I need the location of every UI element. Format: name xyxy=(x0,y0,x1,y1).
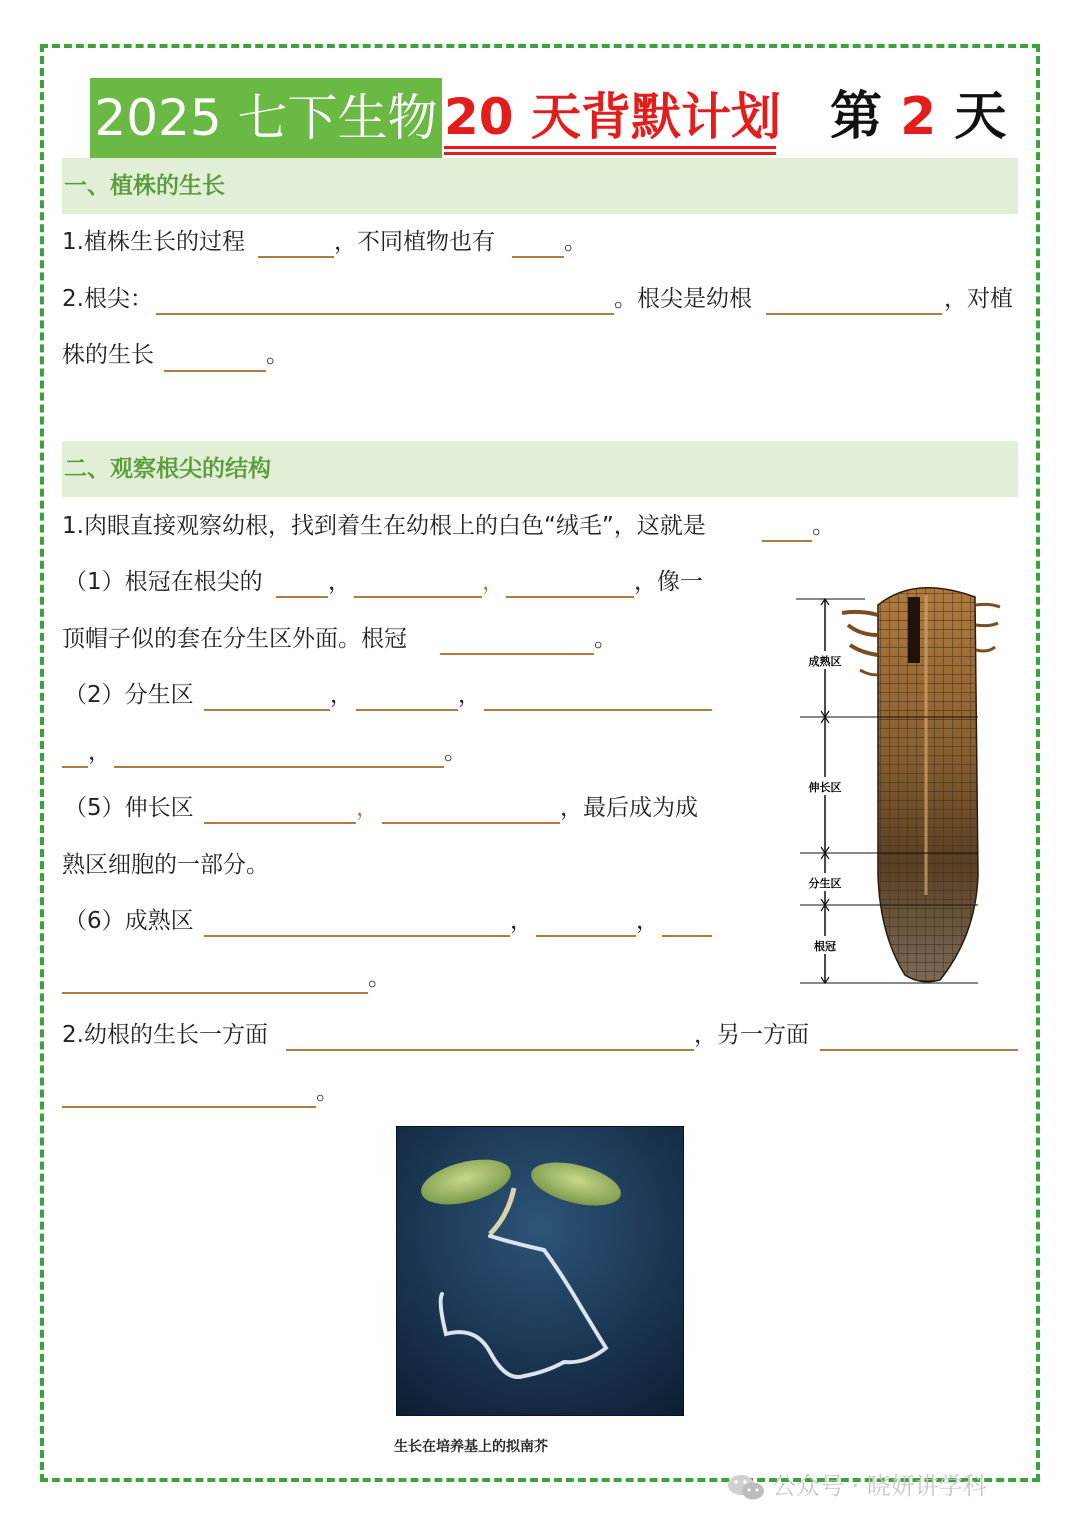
blank[interactable] xyxy=(820,1049,1018,1051)
day-number: 2 xyxy=(900,87,937,147)
blank[interactable] xyxy=(484,709,712,711)
s2-p2-text-d: ， xyxy=(88,739,111,765)
s1-q1-text-a: 1.植株生长的过程 xyxy=(62,229,245,255)
s2-p6-text-a: （6）成熟区 xyxy=(64,908,194,934)
s2-q1-end: 。 xyxy=(812,513,835,539)
title-day xyxy=(830,82,1006,152)
s2-p2-text-a: （2）分生区 xyxy=(64,682,194,708)
section-heading-1: 一、植株的生长 xyxy=(62,158,1018,214)
seedling-caption: 生长在培养基上的拟南芥 xyxy=(394,1439,548,1455)
blank[interactable] xyxy=(662,935,712,937)
s1-q2-text-e: 。 xyxy=(266,342,289,368)
blank[interactable] xyxy=(762,540,812,542)
s2-p2-text-e: 。 xyxy=(444,739,467,765)
s2-p1-text-b: ， xyxy=(328,569,351,595)
blank[interactable] xyxy=(164,370,266,372)
seedling-photo xyxy=(396,1126,684,1416)
blank[interactable] xyxy=(204,935,510,937)
section-heading-2: 二、观察根尖的结构 xyxy=(62,441,1018,497)
s1-q2-text-d: 株的生长 xyxy=(62,342,154,368)
day-prefix: 第 xyxy=(830,87,883,147)
blank[interactable] xyxy=(286,1049,694,1051)
s2-p1-text-a: （1）根冠在根尖的 xyxy=(64,569,263,595)
s1-q1-text-c: 。 xyxy=(564,229,587,255)
blank[interactable] xyxy=(258,256,334,258)
s2-p2-text-b: ， xyxy=(330,682,353,708)
watermark xyxy=(726,1466,987,1502)
blank[interactable] xyxy=(204,822,356,824)
blank[interactable] xyxy=(62,766,88,768)
s1-q2-text-c: ，对植 xyxy=(944,286,1013,312)
s2-p6-text-b: ， xyxy=(510,908,533,934)
s2-p5-text-a: （5）伸长区 xyxy=(64,795,194,821)
s2-p1-text-d: ，像一 xyxy=(634,569,703,595)
day-suffix: 天 xyxy=(954,87,1007,147)
watermark-text: 公众号 · 晓妍讲学科 xyxy=(772,1472,987,1500)
blank[interactable] xyxy=(276,596,328,598)
s1-q1-text-b: ，不同植物也有 xyxy=(334,229,495,255)
blank[interactable] xyxy=(512,256,564,258)
blank[interactable] xyxy=(354,596,482,598)
s2-p6-text-d: 。 xyxy=(368,965,391,991)
blank[interactable] xyxy=(114,766,444,768)
label-elongation-zone: 伸长区 xyxy=(808,781,842,794)
label-meristem-zone: 分生区 xyxy=(808,877,842,890)
s2-p6-text-c: ， xyxy=(636,908,659,934)
blank[interactable] xyxy=(356,709,458,711)
s1-q2-text-b: 。根尖是幼根 xyxy=(614,286,752,312)
blank[interactable] xyxy=(62,1106,316,1108)
blank[interactable] xyxy=(766,313,942,315)
s2-p1-text-c: ， xyxy=(482,569,505,595)
s2-p5-text-d: 熟区细胞的一部分。 xyxy=(62,852,269,878)
blank[interactable] xyxy=(204,709,330,711)
title-underline-2 xyxy=(444,152,776,155)
root-tip-diagram xyxy=(790,575,1025,995)
s2-q1-text: 1.肉眼直接观察幼根，找到着生在幼根上的白色“绒毛”，这就是 xyxy=(62,513,706,539)
s1-q2-text-a: 2.根尖： xyxy=(62,286,153,312)
s2-p1-text-e: 顶帽子似的套在分生区外面。根冠 xyxy=(62,626,407,652)
s2-p5-text-b: ， xyxy=(356,795,379,821)
title-subject: 2025 七下生物 xyxy=(90,78,442,158)
s2-q2-text-c: 。 xyxy=(316,1079,339,1105)
blank[interactable] xyxy=(382,822,560,824)
s2-q2-text-a: 2.幼根的生长一方面 xyxy=(62,1022,268,1048)
s2-p5-text-c: ，最后成为成 xyxy=(560,795,698,821)
title-plan: 20 天背默计划 xyxy=(444,88,781,146)
blank[interactable] xyxy=(536,935,636,937)
title-underline xyxy=(444,146,776,149)
blank[interactable] xyxy=(62,992,368,994)
s2-p1-text-f: 。 xyxy=(594,626,617,652)
wechat-icon xyxy=(726,1472,766,1502)
label-maturation-zone: 成熟区 xyxy=(808,655,842,668)
blank[interactable] xyxy=(156,313,614,315)
label-root-cap: 根冠 xyxy=(814,940,836,953)
blank[interactable] xyxy=(440,653,594,655)
s2-q2-text-b: ，另一方面 xyxy=(694,1022,809,1048)
s2-p2-text-c: ， xyxy=(458,682,481,708)
blank[interactable] xyxy=(506,596,634,598)
